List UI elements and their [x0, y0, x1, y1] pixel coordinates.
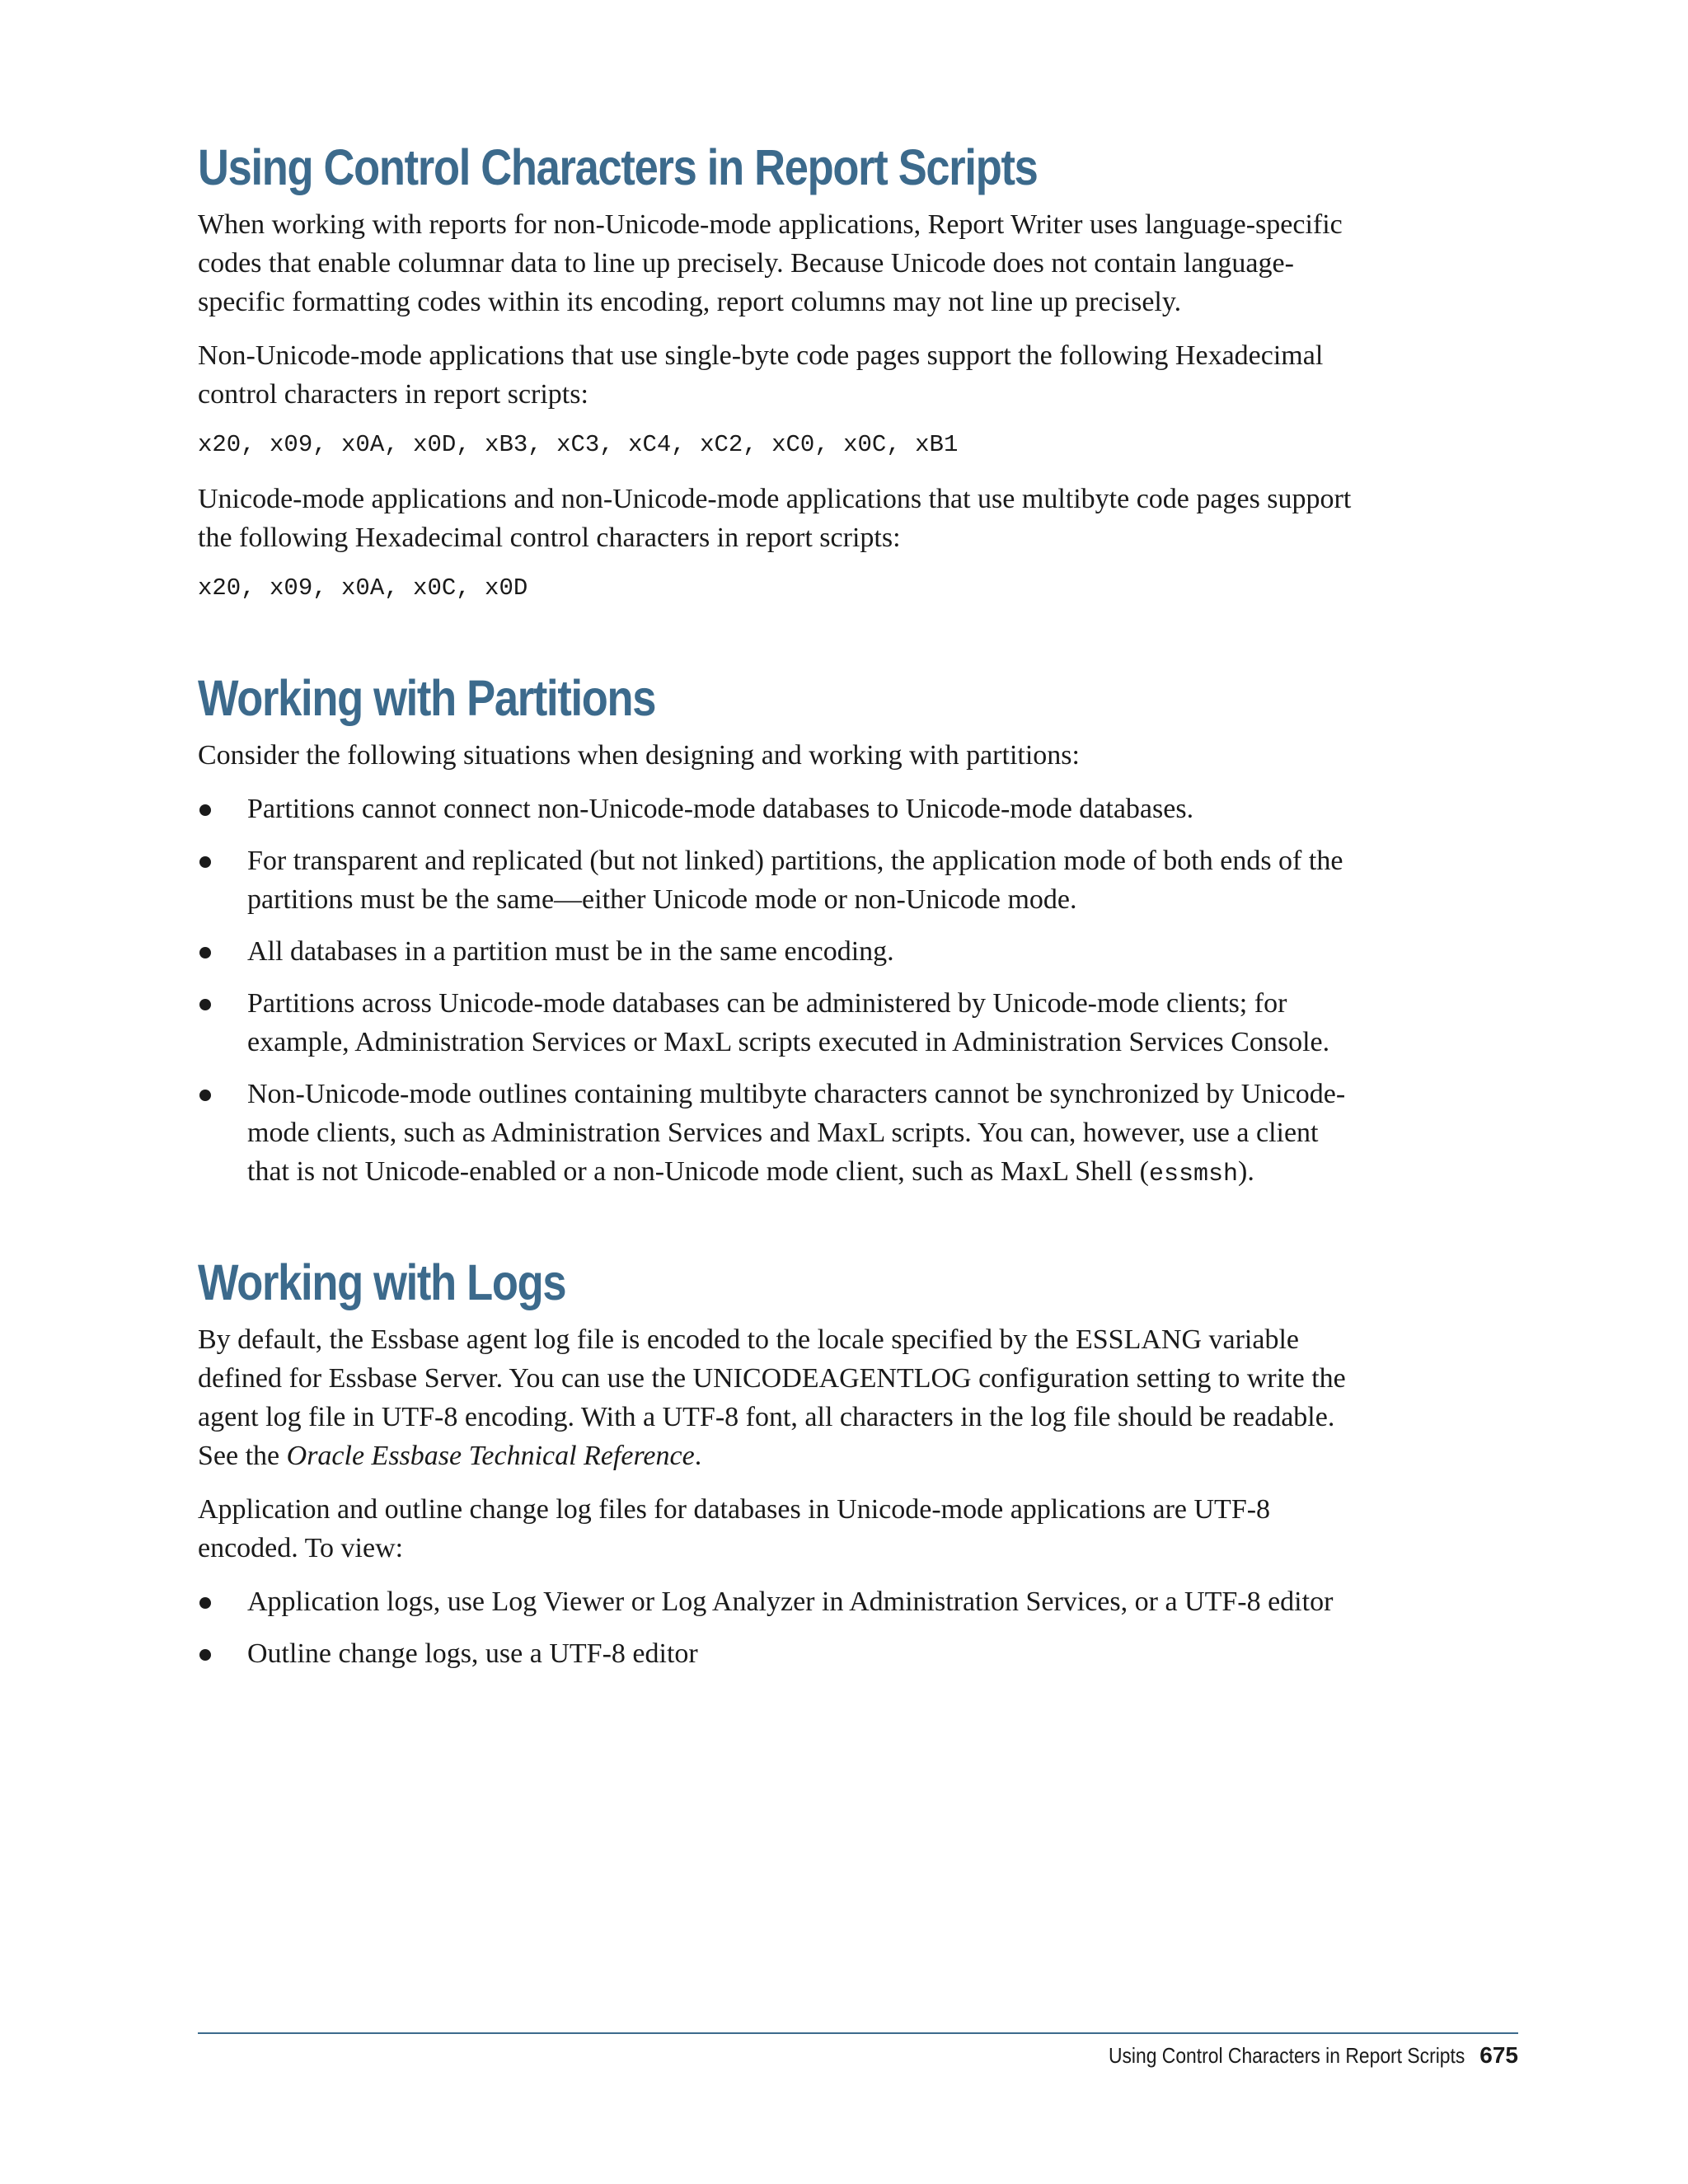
list-item-text: Partitions cannot connect non-Unicode-mode databases to Unicode-mode databases. — [247, 794, 1194, 825]
bullet-icon — [199, 999, 211, 1010]
paragraph: When working with reports for non-Unicode-mode applications, Report Writer uses language-specific codes that enable columnar data to line up precisely. Because Unicode does not contain language-specific formatting codes within its encoding, report columns may not line up precisely. — [198, 209, 1343, 318]
list-item — [198, 932, 1352, 971]
list-item — [198, 1634, 1352, 1673]
section-heading: Using Control Characters in Report Scripts — [198, 139, 1038, 195]
list-item — [198, 790, 1352, 828]
page-content — [198, 140, 1352, 1686]
section-spacer — [198, 623, 1352, 671]
bullet-icon — [199, 1597, 211, 1609]
paragraph: Application and outline change log files for databases in Unicode-mode applications are UTF-8 encoded. To view: — [198, 1494, 1271, 1564]
paragraph-text: By default, the Essbase agent log file is encoded to the locale specified by the ESSLANG variable defined for Essbase Server. You can use the UNICODEAGENTLOG configuration setting to write the agent log file in UTF-8 encoding. With a UTF-8 font, all characters in the log file should be readable. See the — [198, 1324, 1346, 1472]
code-sample: x20, x09, x0A, x0D, xB3, xC3, xC4, xC2, xC0, x0C, xB1 — [198, 431, 959, 459]
section-partitions — [198, 671, 1352, 1194]
reference-title: Oracle Essbase Technical Reference — [286, 1441, 695, 1472]
section-spacer — [198, 1207, 1352, 1255]
list-item-text: Application logs, use Log Viewer or Log Analyzer in Administration Services, or a UTF-8 editor — [247, 1586, 1334, 1618]
section-logs — [198, 1255, 1352, 1673]
list-item-text: All databases in a partition must be in the same encoding. — [247, 936, 894, 968]
list-item — [198, 841, 1352, 919]
list-item-text: For transparent and replicated (but not linked) partitions, the application mode of both ends of the partitions must be the same—either Unicode mode or non-Unicode mode. — [247, 846, 1343, 916]
inline-code: essmsh — [1149, 1160, 1239, 1189]
section-heading: Working with Partitions — [198, 670, 656, 727]
page-footer — [1060, 2042, 1518, 2069]
bullet-icon — [199, 947, 211, 958]
list-item-text: Non-Unicode-mode outlines containing multibyte characters cannot be synchronized by Unicode-mode clients, such as Administration Services and MaxL scripts. You can, however, use a client that is not Unicode-enabled or a non-Unicode mode client, such as MaxL Shell ( — [247, 1079, 1346, 1188]
paragraph: Consider the following situations when designing and working with partitions: — [198, 740, 1080, 771]
paragraph: Unicode-mode applications and non-Unicode-mode applications that use multibyte code pages support the following Hexadecimal control characters in report scripts: — [198, 484, 1352, 554]
list-item — [198, 1582, 1352, 1621]
list-item-text: Partitions across Unicode-mode databases can be administered by Unicode-mode clients; for example, Administration Services or MaxL scripts executed in Administration Services Console. — [247, 988, 1330, 1058]
list-item-text: Outline change logs, use a UTF-8 editor — [247, 1638, 698, 1670]
bullet-icon — [199, 804, 211, 816]
paragraph — [198, 1320, 1352, 1475]
bullet-list — [198, 790, 1352, 1194]
footer-title: Using Control Characters in Report Scripts — [1108, 2043, 1465, 2068]
paragraph: Non-Unicode-mode applications that use single-byte code pages support the following Hexadecimal control characters in report scripts: — [198, 340, 1324, 410]
paragraph-text: . — [694, 1441, 702, 1472]
footer-divider — [198, 2032, 1518, 2034]
page-number: 675 — [1479, 2042, 1518, 2068]
bullet-icon — [199, 856, 211, 868]
code-sample: x20, x09, x0A, x0C, x0D — [198, 574, 528, 602]
bullet-icon — [199, 1649, 211, 1661]
section-control-characters — [198, 140, 1352, 605]
bullet-icon — [199, 1090, 211, 1101]
list-item — [198, 984, 1352, 1062]
list-item-text: ). — [1238, 1156, 1254, 1188]
section-heading: Working with Logs — [198, 1254, 566, 1311]
bullet-list — [198, 1582, 1352, 1673]
list-item — [198, 1075, 1352, 1194]
